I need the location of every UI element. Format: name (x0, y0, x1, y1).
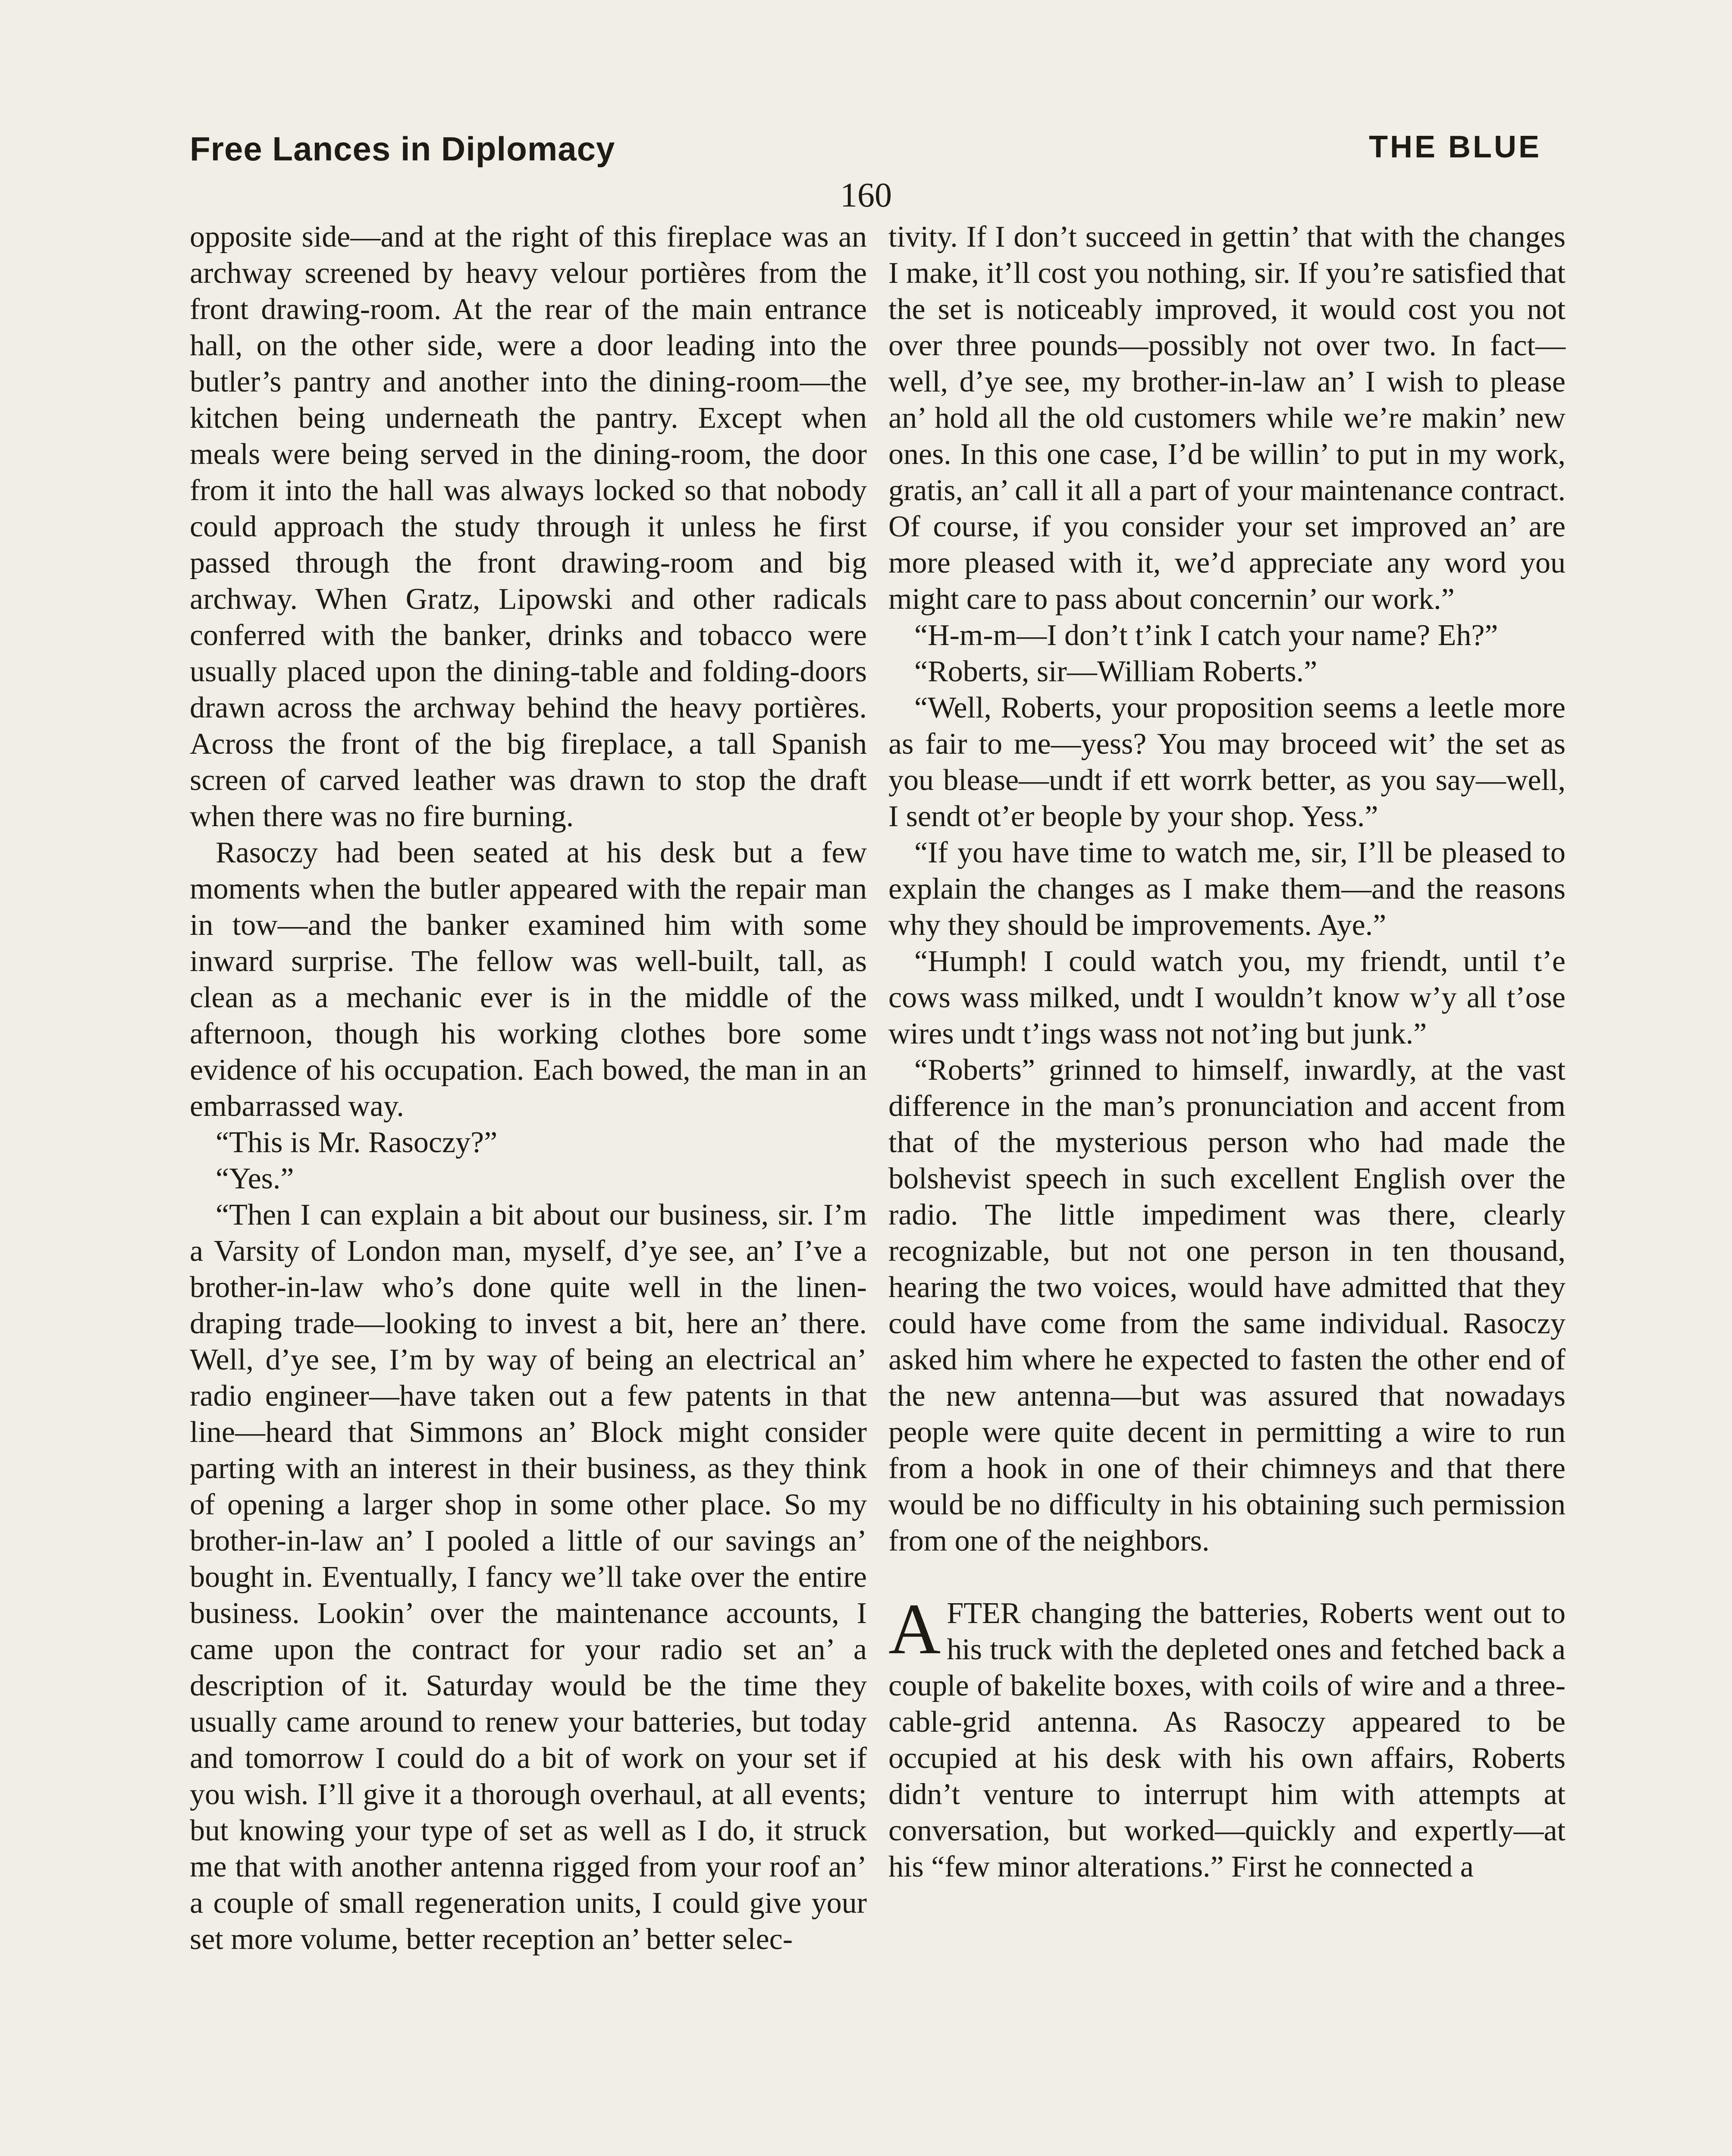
section-paragraph (888, 1589, 1566, 1885)
paragraph: “This is Mr. Rasoczy?” (216, 1126, 498, 1159)
running-title: Free Lances in Diplomacy (190, 130, 615, 168)
paragraph: Rasoczy had been seated at his desk but a few moments when the butler appeared with the repair man in tow—and the banker examined him with some inward surprise. The fellow was well-built, tall, as clean as a mechanic ever is in the middle of the afternoon, though his working clothes bore some evidence of his occupation. Each bowed, the man in an embarrassed way. (190, 836, 867, 1123)
page-number: 160 (840, 176, 892, 214)
paragraph: “If you have time to watch me, sir, I’ll be pleased to explain the changes as I make them—and the reasons why they should be improvements. Aye.” (888, 836, 1566, 942)
right-column (888, 219, 1566, 1885)
paragraph: “Roberts” grinned to himself, inwardly, at the vast difference in the man’s pronunciation and accent from that of the mysterious person who had made the bolshevist speech in such excellent English over the radio. The little impediment was there, clearly recognizable, but not one person in ten thousand, hearing the two voices, would have admitted that they could have come from the same individual. Rasoczy asked him where he expected to fasten the other end of the new antenna—but was assured that nowadays people were quite decent in permitting a wire to run from a hook in one of their chimneys and that there would be no difficulty in his obtaining such permission from one of the neighbors. (888, 1053, 1566, 1557)
paragraph: “Yes.” (216, 1162, 294, 1195)
paragraph: tivity. If I don’t succeed in gettin’ that with the changes I make, it’ll cost you nothing, sir. If you’re satisfied that the set is noticeably improved, it would cost you not over three pounds—possibly not over two. In fact—well, d’ye see, my brother-in-law an’ I wish to please an’ hold all the old customers while we’re makin’ new ones. In this one case, I’d be willin’ to put in my work, gratis, an’ call it all a part of your maintenance contract. Of course, if you consider your set improved an’ are more pleased with it, we’d appreciate any word you might care to pass about concernin’ our work.” (888, 220, 1566, 616)
paragraph: “Roberts, sir—William Roberts.” (914, 655, 1318, 688)
section-text: FTER changing the batteries, Roberts went out to his truck with the depleted ones and fetched back a couple of bakelite boxes, with coils of wire and a three-cable-grid antenna. As Rasoczy appeared to be occupied at his desk with his own affairs, Roberts didn’t venture to interrupt him with attempts at conversation, but worked—quickly and expertly—at his “few minor alterations.” First he connected a (888, 1597, 1566, 1883)
left-column (190, 219, 867, 1958)
drop-cap: A (888, 1589, 941, 1669)
magazine-name: THE BLUE (1369, 130, 1541, 164)
paragraph: “Well, Roberts, your proposition seems a leetle more as fair to me—yess? You may broceed wit’ the set as you blease—undt if ett worrk better, as you say—well, I sendt ot’er beople by your shop. Yess.” (888, 691, 1566, 833)
paragraph: “Then I can explain a bit about our business, sir. I’m a Varsity of London man, myself, d’ye see, an’ I’ve a brother-in-law who’s done quite well in the linen-draping trade—looking to invest a bit, here an’ there. Well, d’ye see, I’m by way of being an electrical an’ radio engineer—have taken out a few patents in that line—heard that Simmons an’ Block might consider parting with an interest in their business, as they think of opening a larger shop in some other place. So my brother-in-law an’ I pooled a little of our savings an’ bought in. Eventually, I fancy we’ll take over the entire business. Lookin’ over the maintenance accounts, I came upon the contract for your radio set an’ a description of it. Saturday would be the time they usually came around to renew your batteries, but today and tomorrow I could do a bit of work on your set if you wish. I’ll give it a thorough overhaul, at all events; but knowing your type of set as well as I do, it struck me that with another antenna rigged from your roof an’ a couple of small regeneration units, I could give your set more volume, better reception an’ better selec- (190, 1198, 867, 1956)
paragraph: opposite side—and at the right of this fireplace was an archway screened by heavy velour portières from the front drawing-room. At the rear of the main entrance hall, on the other side, were a door leading into the butler’s pantry and another into the dining-room—the kitchen being underneath the pantry. Except when meals were being served in the dining-room, the door from it into the hall was always locked so that nobody could approach the study through it unless he first passed through the front drawing-room and big archway. When Gratz, Lipowski and other radicals conferred with the banker, drinks and tobacco were usually placed upon the dining-table and folding-doors drawn across the archway behind the heavy portières. Across the front of the big fireplace, a tall Spanish screen of carved leather was drawn to stop the draft when there was no fire burning. (190, 220, 867, 833)
paragraph: “Humph! I could watch you, my friendt, until t’e cows wass milked, undt I wouldn’t know w’y all t’ose wires undt t’ings wass not not’ing but junk.” (888, 945, 1566, 1050)
paragraph: “H-m-m—I don’t t’ink I catch your name? Eh?” (914, 619, 1498, 652)
